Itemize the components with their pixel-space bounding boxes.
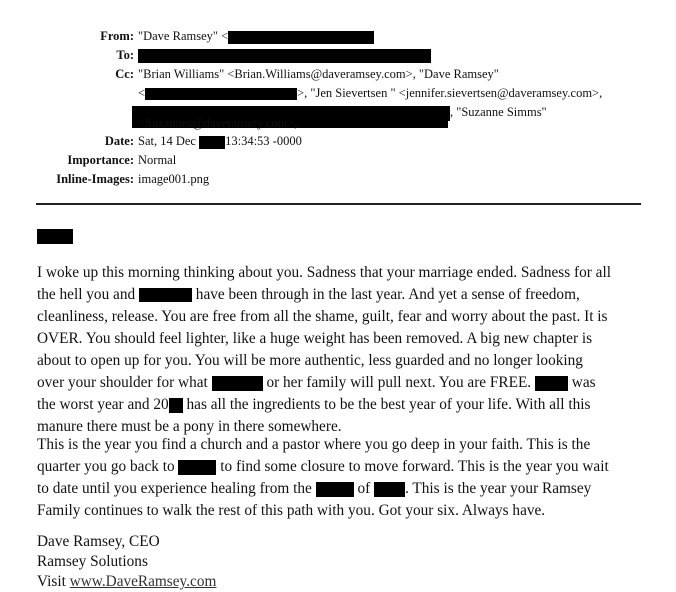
header-divider: [36, 203, 641, 205]
paragraph-1: [37, 262, 637, 438]
cc-label: Cc:: [115, 67, 134, 81]
cc-line-2a: <: [138, 86, 146, 100]
redaction-block: [374, 482, 405, 497]
text-line: about to open up for you. You will be more authentic, less guarded and no longer looking: [37, 352, 583, 369]
signature-visit: Visit www.DaveRamsey.com: [37, 573, 217, 590]
redaction-block: [178, 460, 216, 475]
text-line: the worst year and 20 has all the ingredients to be the best year of your life. With all this: [37, 396, 591, 413]
signature-block: [37, 532, 216, 592]
redaction-block: [316, 482, 354, 497]
redaction-block: [212, 376, 263, 391]
text-line: Family continues to walk the rest of this path with you. Got your six. Always have.: [37, 502, 546, 519]
website-link[interactable]: www.DaveRamsey.com: [69, 573, 217, 590]
redaction-block: [169, 398, 183, 413]
text-line: to date until you experience healing from the of . This is the year your Ramsey: [37, 480, 592, 497]
text-line: over your shoulder for what or her family will pull next. You are FREE. was: [37, 374, 596, 391]
from-label: From:: [100, 29, 134, 43]
redaction-block: [145, 88, 297, 100]
text-line: OVER. You should feel lighter, like a huge weight has been removed. A big new chapter is: [37, 330, 593, 347]
redaction-block: [138, 49, 431, 63]
date-value-b: 13:34:53 -0000: [225, 134, 302, 148]
redaction-block: [535, 376, 568, 391]
redaction-block: [139, 288, 192, 302]
salutation-redaction: [37, 229, 73, 244]
redaction-block: [228, 31, 374, 44]
date-value-a: Sat, 14 Dec: [138, 134, 196, 148]
inline-images-label: Inline-Images:: [56, 172, 134, 186]
text-line: cleanliness, release. You are free from all the shame, guilt, fear and worry about the past. It is: [37, 308, 608, 325]
cc-line-2b: >, "Jen Sievertsen " <jennifer.sievertsen@daveramsey.com>,: [297, 86, 603, 100]
cc-line-1: "Brian Williams" <Brian.Williams@daveramsey.com>, "Dave Ramsey": [138, 67, 499, 81]
cc-line-3b: , "Suzanne Simms": [450, 105, 547, 119]
importance-label: Importance:: [67, 153, 134, 167]
text-line: I woke up this morning thinking about you. Sadness that your marriage ended. Sadness for all: [37, 264, 611, 281]
date-label: Date:: [104, 134, 134, 148]
signature-name: Dave Ramsey, CEO: [37, 533, 160, 550]
redaction-block: [199, 136, 225, 149]
paragraph-2: [37, 434, 637, 522]
text-line: quarter you go back to to find some closure to move forward. This is the year you wait: [37, 458, 609, 475]
to-label: To:: [116, 48, 134, 62]
signature-company: Ramsey Solutions: [37, 553, 148, 570]
importance-value: Normal: [138, 153, 177, 167]
text-line: manure there must be a pony in there somewhere.: [37, 418, 342, 435]
text-line: This is the year you find a church and a pastor where you go deep in your faith. This is the: [37, 436, 591, 453]
from-value: "Dave Ramsey" <: [138, 29, 229, 43]
text-line: the hell you and have been through in the last year. And yet a sense of freedom,: [37, 286, 580, 303]
cc-line-4: <Suzannes@daveramsey.com>,: [138, 116, 298, 130]
inline-images-value: image001.png: [138, 172, 210, 186]
